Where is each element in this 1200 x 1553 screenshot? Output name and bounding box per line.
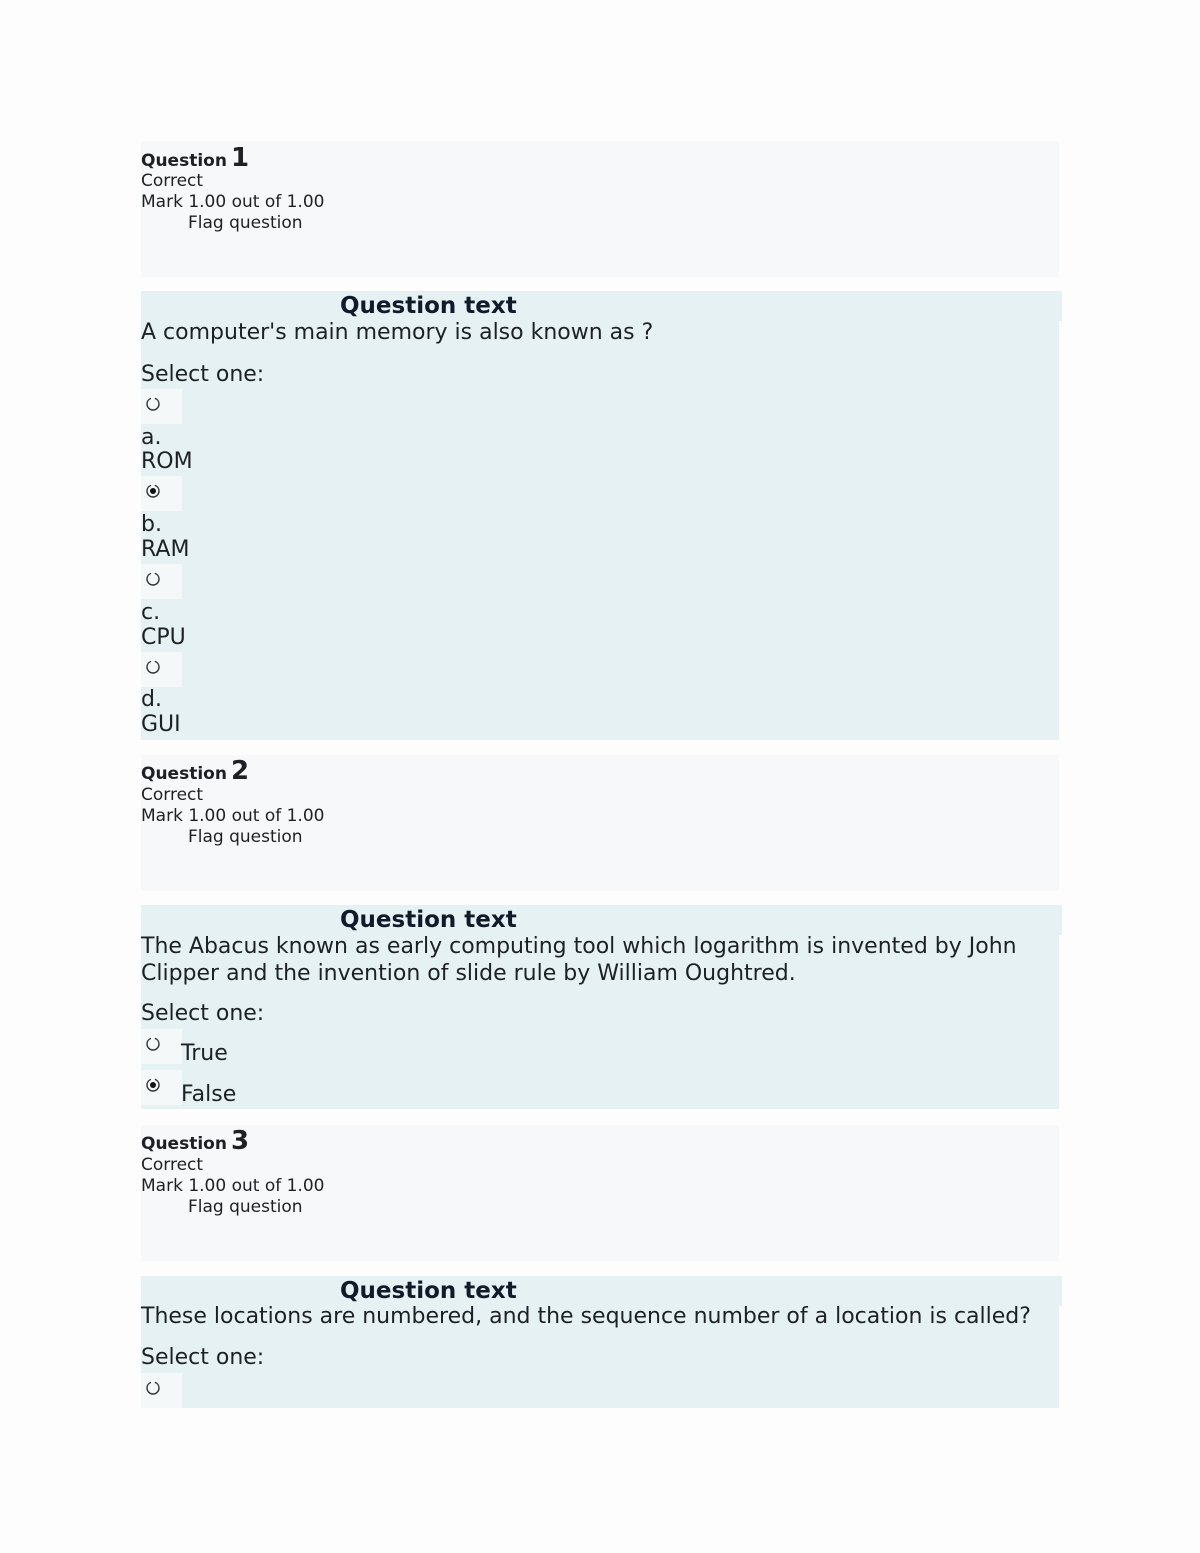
flag-question-link[interactable]: Flag question	[188, 1197, 303, 1217]
option-text-c: CPU	[141, 625, 186, 650]
option-letter-a: a.	[141, 425, 162, 450]
question-state: Correct	[141, 785, 204, 805]
question-grade: Mark 1.00 out of 1.00	[141, 192, 325, 212]
option-text-false: False	[181, 1082, 237, 1107]
option-text-d: GUI	[141, 712, 181, 737]
answer-radio-a[interactable]	[141, 1373, 182, 1408]
select-one-label: Select one:	[141, 362, 265, 387]
question-text-heading: Question text	[340, 1276, 1062, 1306]
option-text-a: ROM	[141, 449, 193, 474]
option-letter-b: b.	[141, 512, 162, 537]
option-text-true: True	[181, 1041, 228, 1066]
radio-unchecked-icon	[145, 571, 161, 587]
question-number-line	[141, 143, 249, 173]
flag-question-link[interactable]: Flag question	[188, 827, 303, 847]
radio-unchecked-icon	[145, 659, 161, 675]
answer-radio-a[interactable]	[141, 389, 182, 424]
question-number: 1	[230, 143, 250, 173]
question-label: Question	[141, 764, 227, 784]
question-text-heading: Question text	[340, 905, 1062, 935]
question-text-line-2: Clipper and the invention of slide rule by William Oughtred.	[141, 961, 796, 986]
answer-radio-b[interactable]	[141, 476, 182, 511]
question-info-2	[141, 755, 1059, 891]
question-number-line	[141, 1126, 249, 1156]
question-label: Question	[141, 151, 227, 171]
question-content-2	[141, 905, 1059, 1109]
question-info-3	[141, 1125, 1059, 1261]
question-text-line-1: The Abacus known as early computing tool which logarithm is invented by John	[141, 934, 1017, 959]
answer-radio-d[interactable]	[141, 652, 182, 687]
answer-radio-c[interactable]	[141, 564, 182, 599]
option-letter-c: c.	[141, 600, 161, 625]
select-one-label: Select one:	[141, 1001, 265, 1026]
question-label: Question	[141, 1134, 227, 1154]
question-content-3	[141, 1276, 1059, 1408]
question-number: 2	[230, 756, 250, 786]
question-text: A computer's main memory is also known as ?	[141, 320, 654, 345]
option-letter-d: d.	[141, 687, 162, 712]
question-state: Correct	[141, 1155, 204, 1175]
question-content-1	[141, 291, 1059, 740]
radio-unchecked-icon	[145, 1036, 161, 1052]
question-text: These locations are numbered, and the sequence number of a location is called?	[141, 1304, 1031, 1329]
radio-checked-icon	[145, 1077, 161, 1093]
question-info-1	[141, 141, 1059, 277]
question-grade: Mark 1.00 out of 1.00	[141, 806, 325, 826]
radio-unchecked-icon	[145, 396, 161, 412]
option-text-b: RAM	[141, 537, 190, 562]
flag-question-link[interactable]: Flag question	[188, 213, 303, 233]
answer-radio-true[interactable]	[141, 1029, 182, 1064]
answer-radio-false[interactable]	[141, 1070, 182, 1105]
question-state: Correct	[141, 171, 204, 191]
radio-checked-icon	[145, 483, 161, 499]
question-grade: Mark 1.00 out of 1.00	[141, 1176, 325, 1196]
question-number: 3	[230, 1126, 250, 1156]
select-one-label: Select one:	[141, 1345, 265, 1370]
question-number-line	[141, 756, 249, 786]
question-text-heading: Question text	[340, 291, 1062, 321]
radio-unchecked-icon	[145, 1380, 161, 1396]
